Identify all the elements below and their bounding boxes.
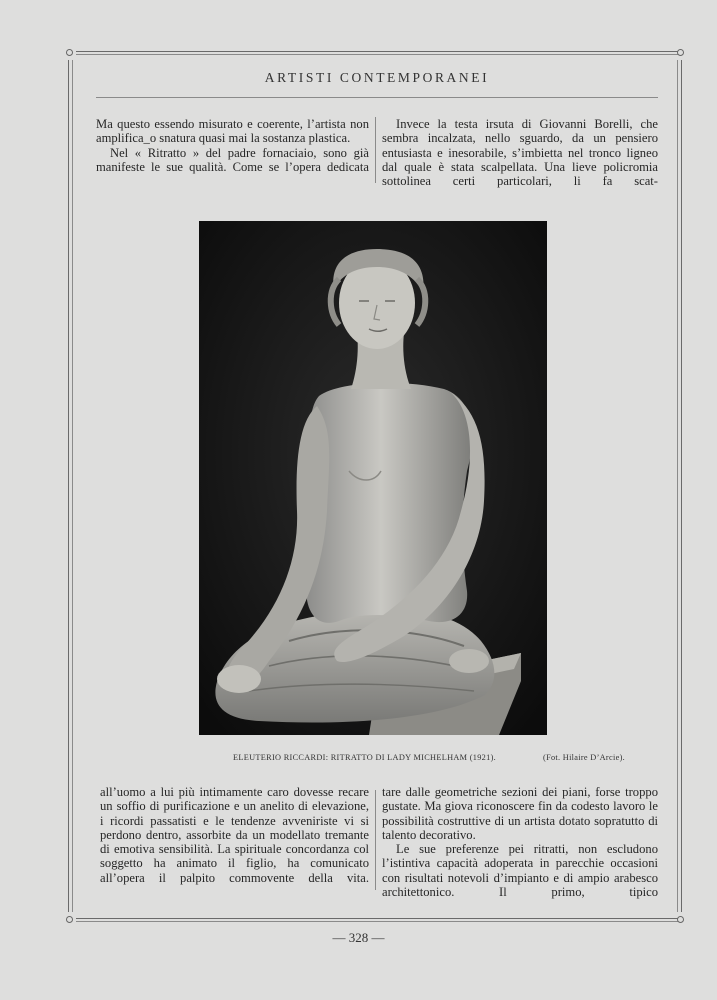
top-left-column <box>96 117 369 174</box>
frame-right-rule <box>681 60 682 912</box>
frame-corner-ornament <box>66 916 73 923</box>
bottom-right-column <box>382 785 658 899</box>
sculpture-image <box>199 221 547 735</box>
figure-caption: ELEUTERIO RICCARDI: RITRATTO DI LADY MICHELHAM (1921). <box>233 753 497 762</box>
frame-corner-ornament <box>677 916 684 923</box>
paragraph: Le sue preferenze pei ritratti, non escludono l’istintiva capacità adoperata in parecchie occasioni con risultati notevoli d’impianto e di ampio arabesco architettonico. Il primo, tipico <box>382 842 658 900</box>
bottom-left-column <box>100 785 369 885</box>
paragraph: all’uomo a lui più intimamente caro dovesse recare un soffio di purificazione e un anelito di elevazione, i ricordi passatisti e le tendenze avveniriste vi si perdono dentro, assorbite da un modellato tremante di emotiva sensibilità. La spirituale concordanza col soggetto ha animato il figlio, ha comunicato all’opera il palpito commovente della vita. <box>100 785 369 885</box>
paragraph: Nel « Ritratto » del padre fornaciaio, sono già manifeste le sue qualità. Come se l’opera dedicata <box>96 145 369 174</box>
frame-corner-ornament <box>66 49 73 56</box>
frame-right-rule-inner <box>677 60 678 912</box>
frame-bottom-rule-inner <box>76 921 678 922</box>
running-head: ARTISTI CONTEMPORANEI <box>264 70 490 85</box>
photo-credit: (Fot. Hilaire D’Arcie). <box>543 753 626 762</box>
frame-left-rule-inner <box>72 60 73 912</box>
column-divider <box>375 790 376 890</box>
page-number: — 328 — <box>332 930 385 945</box>
sculpture-photograph <box>199 221 547 735</box>
frame-bottom-rule <box>76 918 678 919</box>
frame-top-rule <box>76 51 678 52</box>
frame-left-rule <box>68 60 69 912</box>
top-right-column <box>382 117 658 188</box>
header-rule <box>96 97 658 98</box>
paragraph: Invece la testa irsuta di Giovanni Borelli, che sembra incalzata, nello sguardo, da un pensiero entusiasta e inesorabile, s’imbietta nel tronco ligneo dal quale è stata scalpellata. Una lieve policromia sottolinea certi particolari, li fa scat- <box>382 117 658 189</box>
frame-top-rule-inner <box>76 54 678 55</box>
column-divider <box>375 117 376 183</box>
paragraph: tare dalle geometriche sezioni dei piani, forse troppo gustate. Ma giova riconoscere fin da codesto lavoro le possibilità costruttive di un artista dotato sopratutto di talento decorativo. <box>382 785 658 842</box>
frame-corner-ornament <box>677 49 684 56</box>
paragraph: Ma questo essendo misurato e coerente, l’artista non amplifica_o snatura quasi mai la sostanza plastica. <box>96 117 369 146</box>
